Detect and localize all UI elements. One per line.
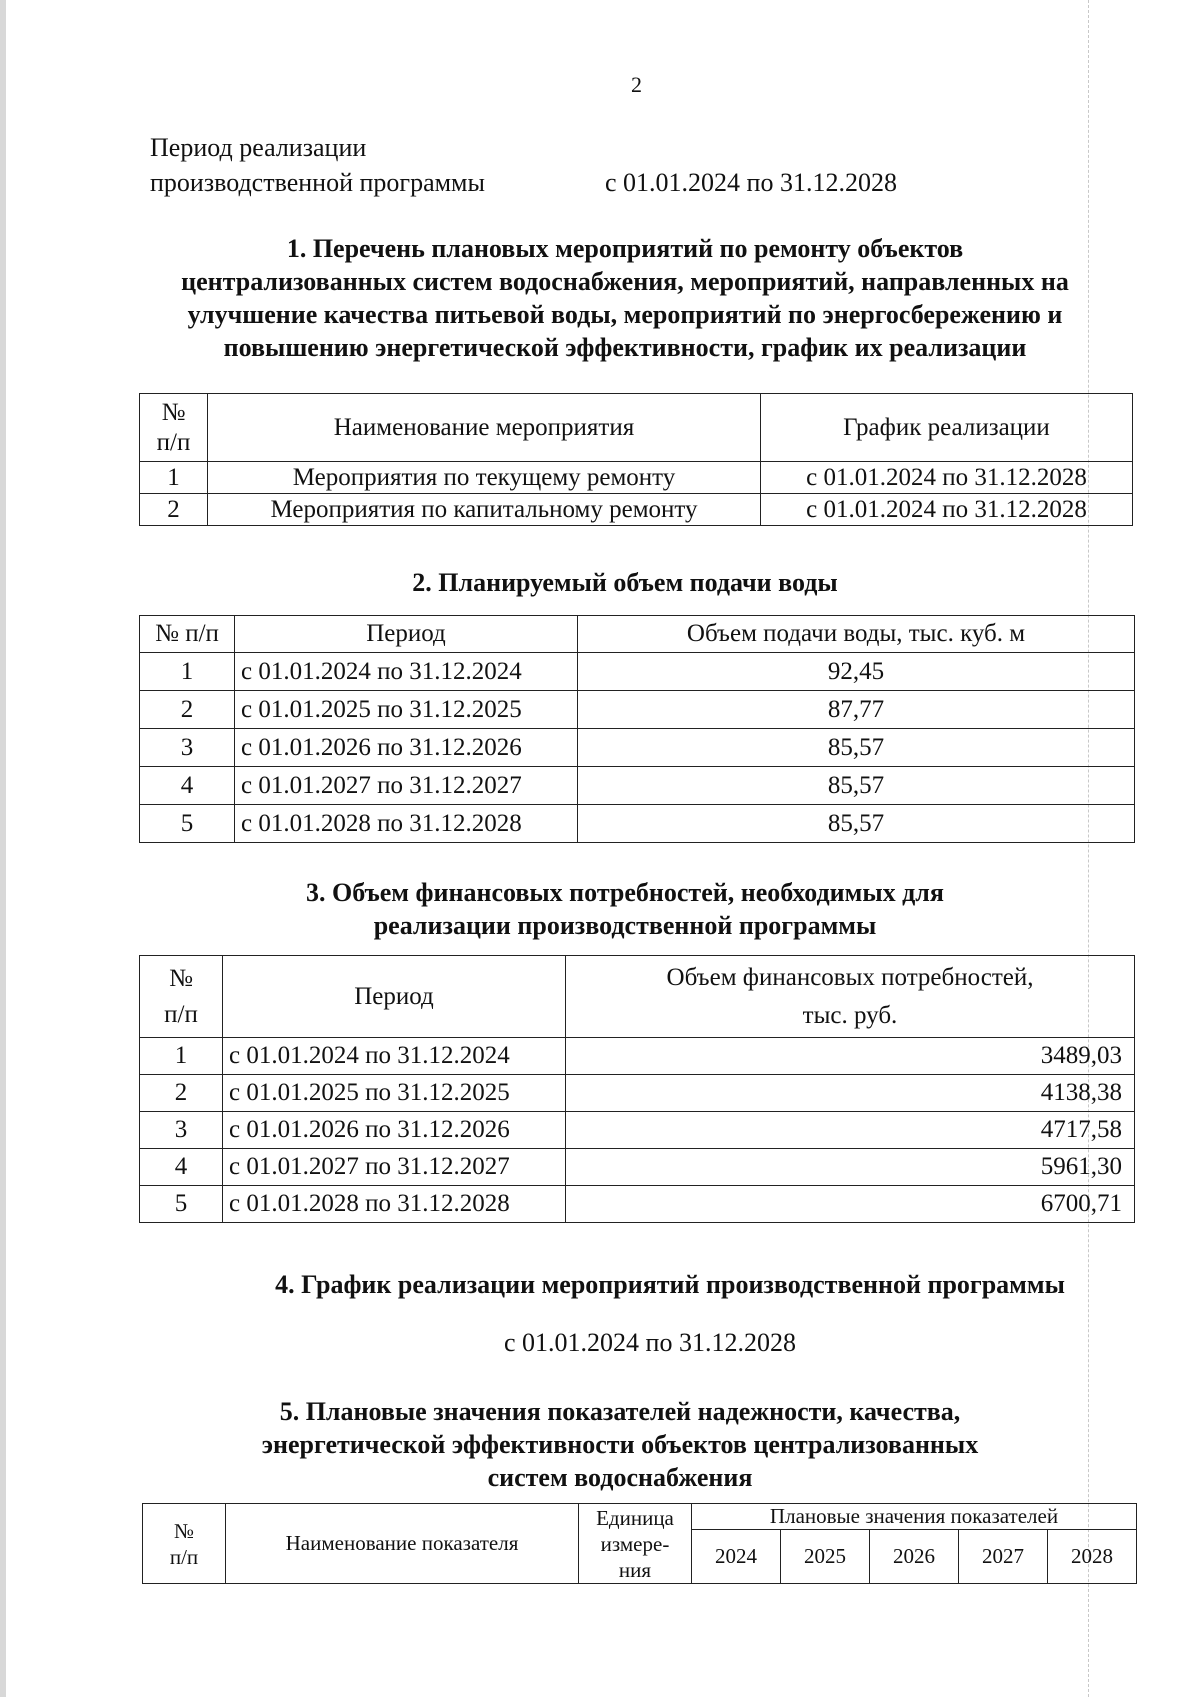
table-row	[140, 805, 1135, 843]
cell-num: 5	[140, 805, 235, 843]
cell-period: с 01.01.2026 по 31.12.2026	[235, 729, 578, 767]
period-label-line1: Период реализации	[150, 133, 367, 162]
section5-title-line: энергетической эффективности объектов централизованных	[261, 1430, 979, 1459]
section1-title-line: 1. Перечень плановых мероприятий по ремонту объектов	[286, 234, 964, 263]
cell-finance: 4138,38	[566, 1075, 1135, 1112]
section3-title-line: 3. Объем финансовых потребностей, необходимых для	[306, 878, 944, 907]
cell-volume: 85,57	[578, 805, 1135, 843]
section4-title: 4. График реализации мероприятий производственной программы	[275, 1270, 1065, 1299]
col-header-num: № п/п	[140, 616, 235, 653]
cell-volume: 85,57	[578, 767, 1135, 805]
cell-period: с 01.01.2027 по 31.12.2027	[235, 767, 578, 805]
cell-num: 3	[140, 729, 235, 767]
cell-name: Мероприятия по капитальному ремонту	[208, 494, 761, 526]
cell-volume: 85,57	[578, 729, 1135, 767]
section2-title: 2. Планируемый объем подачи воды	[412, 568, 838, 597]
col-header-year: 2026	[869, 1530, 958, 1584]
cell-period: с 01.01.2025 по 31.12.2025	[223, 1075, 566, 1112]
table-row	[140, 729, 1135, 767]
cell-period: с 01.01.2025 по 31.12.2025	[235, 691, 578, 729]
col-header-year: 2025	[780, 1530, 869, 1584]
col-header-period: Период	[223, 956, 566, 1038]
table-row	[140, 1112, 1135, 1149]
table-header-row	[140, 956, 1135, 1038]
col-header-num: № п/п	[143, 1504, 226, 1584]
table-header-row	[140, 394, 1133, 462]
cell-period: с 01.01.2027 по 31.12.2027	[223, 1149, 566, 1186]
table-row	[140, 653, 1135, 691]
col-header-num: № п/п	[140, 956, 223, 1038]
table-row	[140, 462, 1133, 494]
cell-period: с 01.01.2026 по 31.12.2026	[223, 1112, 566, 1149]
table-header-row	[143, 1504, 1137, 1530]
table-row	[140, 1186, 1135, 1223]
cell-num: 1	[140, 653, 235, 691]
section2-table	[139, 615, 1135, 843]
cell-finance: 5961,30	[566, 1149, 1135, 1186]
section1-title-line: повышению энергетической эффективности, график их реализации	[223, 333, 1027, 362]
section5-title	[190, 1395, 1050, 1494]
cell-period: с 01.01.2024 по 31.12.2024	[223, 1038, 566, 1075]
table-row	[140, 767, 1135, 805]
col-header-indicator: Наименование показателя	[226, 1504, 579, 1584]
cell-period: с 01.01.2028 по 31.12.2028	[235, 805, 578, 843]
section4-period: с 01.01.2024 по 31.12.2028	[504, 1328, 796, 1357]
cell-finance: 6700,71	[566, 1186, 1135, 1223]
section3-title-line: реализации производственной программы	[373, 911, 877, 940]
section3-title	[150, 876, 1100, 942]
col-header-name: Наименование мероприятия	[208, 394, 761, 462]
cell-volume: 92,45	[578, 653, 1135, 691]
col-header-year: 2027	[958, 1530, 1047, 1584]
cell-num: 4	[140, 1149, 223, 1186]
table-row	[140, 691, 1135, 729]
cell-num: 1	[140, 462, 208, 494]
col-header-unit: Единица измере- ния	[579, 1504, 692, 1584]
col-header-plan: Плановые значения показателей	[692, 1504, 1137, 1530]
scan-edge	[0, 0, 6, 1697]
cell-volume: 87,77	[578, 691, 1135, 729]
col-header-finance: Объем финансовых потребностей, тыс. руб.	[566, 956, 1135, 1038]
table-row	[140, 1075, 1135, 1112]
section5-title-line: систем водоснабжения	[487, 1463, 753, 1492]
section1-title	[150, 232, 1100, 364]
col-header-year: 2024	[692, 1530, 781, 1584]
period-value: с 01.01.2024 по 31.12.2028	[605, 168, 897, 197]
cell-finance: 3489,03	[566, 1038, 1135, 1075]
cell-period: с 01.01.2028 по 31.12.2028	[223, 1186, 566, 1223]
section3-table	[139, 955, 1135, 1223]
section1-title-line: централизованных систем водоснабжения, мероприятий, направленных на	[181, 267, 1069, 296]
section1-table	[139, 393, 1133, 526]
section1-title-line: улучшение качества питьевой воды, мероприятий по энергосбережению и	[187, 300, 1063, 329]
cell-num: 2	[140, 494, 208, 526]
table-row	[140, 1149, 1135, 1186]
cell-num: 2	[140, 691, 235, 729]
col-header-volume: Объем подачи воды, тыс. куб. м	[578, 616, 1135, 653]
cell-finance: 4717,58	[566, 1112, 1135, 1149]
cell-num: 1	[140, 1038, 223, 1075]
period-label-line2: производственной программы	[150, 168, 485, 197]
page-number: 2	[631, 72, 642, 97]
cell-schedule: с 01.01.2024 по 31.12.2028	[761, 494, 1133, 526]
section5-table	[142, 1503, 1137, 1584]
table-row	[140, 494, 1133, 526]
cell-num: 2	[140, 1075, 223, 1112]
col-header-schedule: График реализации	[761, 394, 1133, 462]
col-header-num: № п/п	[140, 394, 208, 462]
cell-num: 4	[140, 767, 235, 805]
section5-title-line: 5. Плановые значения показателей надежности, качества,	[279, 1397, 961, 1426]
cell-num: 5	[140, 1186, 223, 1223]
col-header-period: Период	[235, 616, 578, 653]
cell-name: Мероприятия по текущему ремонту	[208, 462, 761, 494]
table-header-row	[140, 616, 1135, 653]
table-row	[140, 1038, 1135, 1075]
col-header-year: 2028	[1047, 1530, 1136, 1584]
cell-period: с 01.01.2024 по 31.12.2024	[235, 653, 578, 691]
cell-schedule: с 01.01.2024 по 31.12.2028	[761, 462, 1133, 494]
cell-num: 3	[140, 1112, 223, 1149]
